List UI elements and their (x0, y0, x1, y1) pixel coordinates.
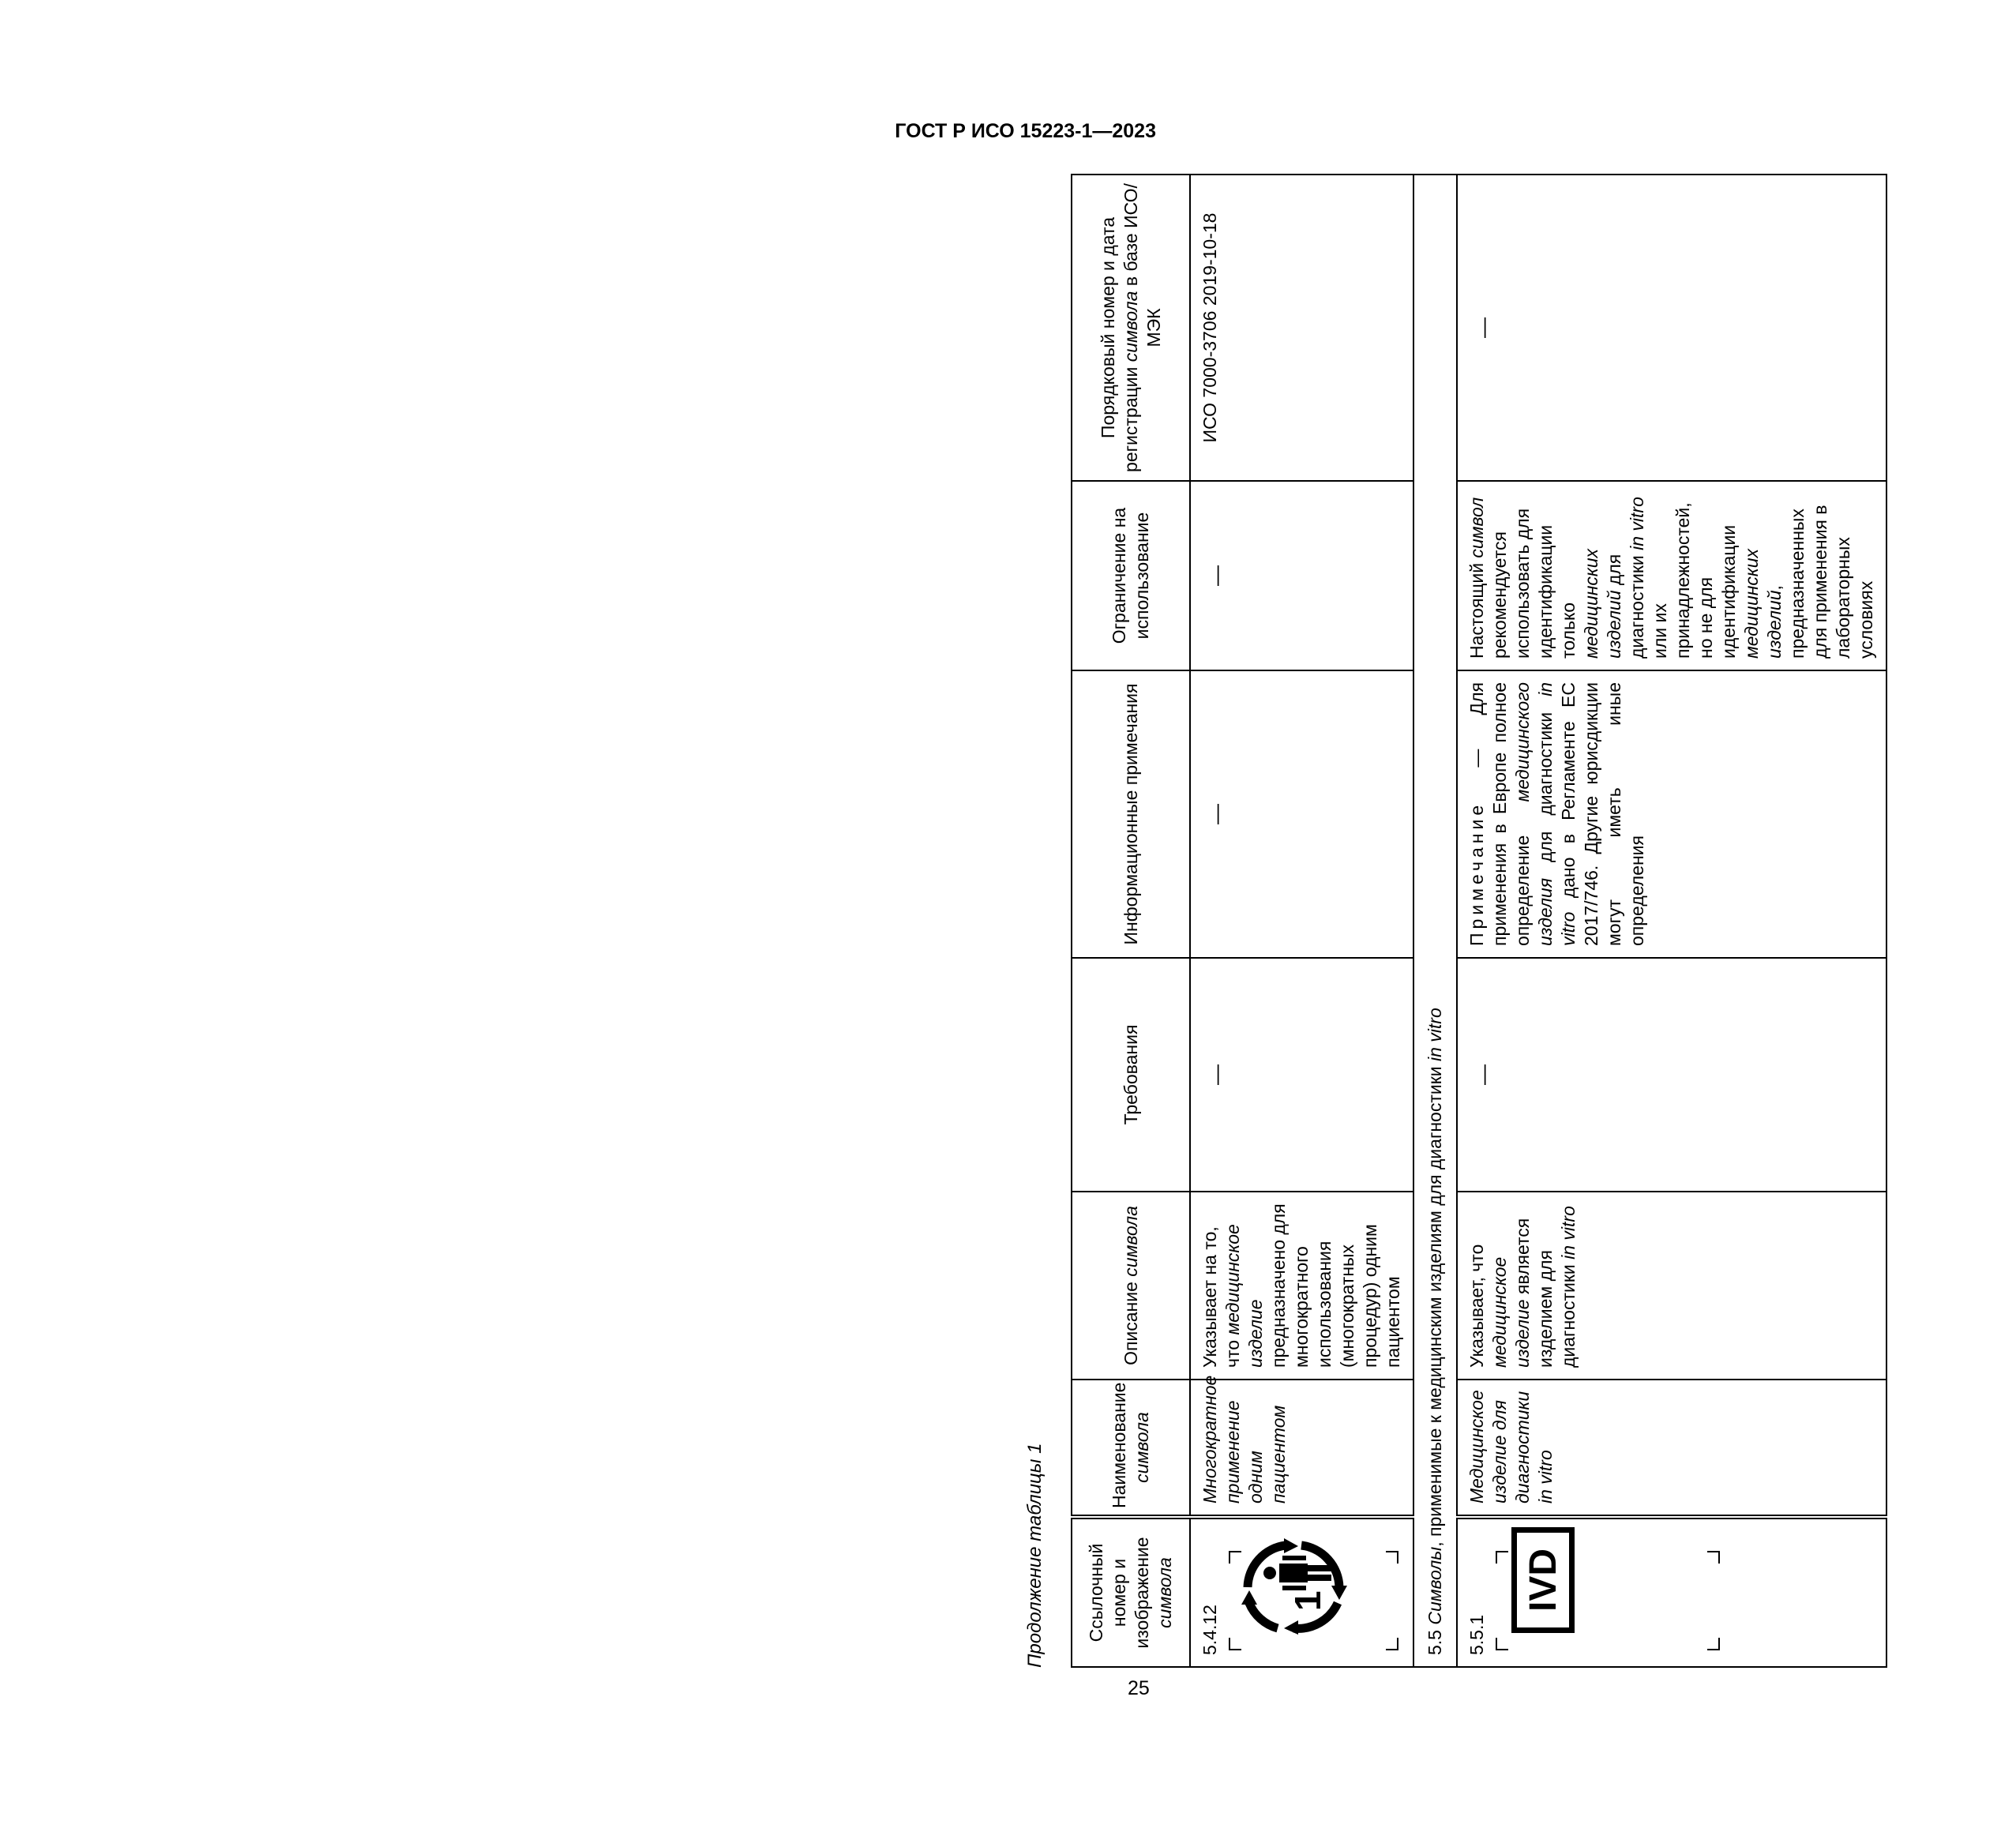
table-row (1457, 175, 1886, 1667)
rotated-table-block (1024, 175, 2016, 1668)
col-header-description: Описание символа (1072, 1192, 1190, 1380)
registration-info: — (1457, 175, 1886, 481)
registration-info: ИСО 7000-3706 2019-10-18 (1190, 175, 1413, 481)
table-continuation-caption: Продолжение таблицы 1 (1024, 1443, 1046, 1668)
symbols-table (1071, 174, 1887, 1668)
symbol-cell (1457, 1517, 1886, 1667)
use-restriction: Настоящий символ рекомендуется использовать для идентификации только медицинских изделий для диагностики in vitro или их принадлежностей, но не для идентификации медицинских изделий, предназначенных для применения в лабораторных условиях (1457, 481, 1886, 670)
ivd-symbol-icon: IVD (1511, 1527, 1575, 1633)
requirements: — (1190, 958, 1413, 1192)
reference-number: 5.4.12 (1199, 1605, 1220, 1655)
symbol-name: Медицинское изделие для диагностики in vitro (1457, 1380, 1886, 1517)
reference-number: 5.5.1 (1466, 1614, 1487, 1655)
svg-text:1: 1 (1287, 1590, 1328, 1611)
section-heading: 5.5 Символы, применимые к медицинским изделиям для диагностики in vitro (1413, 175, 1457, 1667)
table-row (1190, 175, 1413, 1667)
page-number: 25 (1128, 1677, 1150, 1699)
use-restriction: — (1190, 481, 1413, 670)
col-header-requirements: Требования (1072, 958, 1190, 1192)
standard-number: ГОСТ Р ИСО 15223-1—2023 (895, 120, 1156, 142)
symbol-description: Указывает, что медицинское изделие является изделием для диагностики in vitro (1457, 1192, 1886, 1380)
table-header-row (1072, 175, 1190, 1667)
col-header-registration: Порядковый номер и дата регистрации символа в базе ИСО/МЭК (1072, 175, 1190, 481)
symbol-cell (1190, 1517, 1413, 1667)
requirements: — (1457, 958, 1886, 1192)
col-header-ref: Ссылочный номер и изображение символа (1072, 1517, 1190, 1667)
section-row (1413, 175, 1457, 1667)
col-header-restriction: Ограничение на использование (1072, 481, 1190, 670)
symbol-name: Многократное применение одним пациентом (1190, 1380, 1413, 1517)
informative-notes: Примечание — Для применения в Европе полное определение медицинского изделия для диагностики in vitro дано в Регламенте ЕС 2017/746. Другие юрисдикции могут иметь иные определения (1457, 670, 1886, 958)
multiple-use-single-patient-icon (1238, 1540, 1349, 1635)
col-header-name: Наименование символа (1072, 1380, 1190, 1517)
symbol-description: Указывает на то, что медицинское изделие предназначено для многократного использования (многократных процедур) одним пациентом (1190, 1192, 1413, 1380)
informative-notes: — (1190, 670, 1413, 958)
col-header-notes: Информационные примечания (1072, 670, 1190, 958)
